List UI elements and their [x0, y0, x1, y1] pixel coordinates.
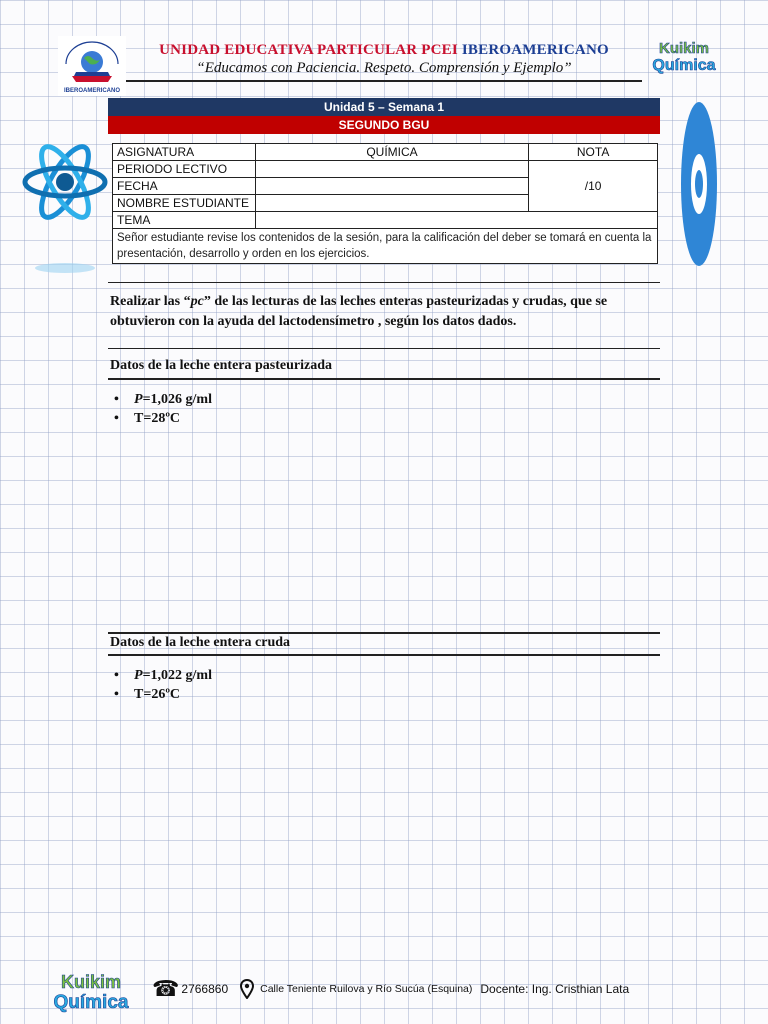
divider — [108, 348, 660, 349]
fecha-label: FECHA — [113, 178, 256, 195]
nota-value[interactable]: /10 — [529, 161, 658, 212]
divider — [108, 282, 660, 283]
asignatura-value: QUÍMICA — [255, 144, 528, 161]
school-motto: “Educamos con Paciencia. Respeto. Comprensión y Ejemplo” — [196, 60, 572, 76]
address: Calle Teniente Ruilova y Río Sucúa (Esquina) — [260, 983, 473, 995]
svg-text:Kuikim: Kuikim — [60, 972, 122, 992]
exercise-instruction: Realizar las “pc” de las lecturas de las leches enteras pasteurizadas y crudas, que se obtuvieron con la ayuda del lactodensímetro , según los datos dados. — [110, 294, 608, 329]
pasteurized-data-list — [134, 390, 212, 428]
nombre-estudiante-field[interactable] — [255, 195, 528, 212]
divider — [108, 654, 660, 656]
footer-contact — [152, 974, 629, 1004]
periodo-lectivo-label: PERIODO LECTIVO — [113, 161, 256, 178]
tema-field[interactable] — [255, 212, 657, 229]
kuikim-quimica-logo — [622, 38, 746, 74]
fecha-field[interactable] — [255, 178, 528, 195]
raw-data-list — [134, 666, 212, 704]
school-name-red: UNIDAD EDUCATIVA PARTICULAR PCEI — [159, 42, 458, 58]
instructions-note: Señor estudiante revise los contenidos de la sesión, para la calificación del deber se tomará en cuenta la presentación, desarrollo y orden en los ejercicios. — [113, 229, 658, 264]
phone-icon: ☎ — [152, 976, 180, 1001]
svg-text:Kuikim: Kuikim — [658, 40, 710, 57]
atom-icon — [22, 104, 108, 280]
periodo-lectivo-field[interactable] — [255, 161, 528, 178]
asignatura-label: ASIGNATURA — [113, 144, 256, 161]
list-item: • T=26ºC — [134, 685, 212, 704]
section-title-pasteurized: Datos de la leche entera pasteurizada — [110, 358, 333, 373]
divider — [108, 632, 660, 634]
gear-icon — [678, 98, 720, 270]
footer-kuikim-logo — [30, 968, 152, 1016]
teacher-name: Docente: Ing. Cristhian Lata — [480, 982, 630, 996]
school-name-blue: IBEROAMERICANO — [461, 42, 609, 58]
school-logo-text: IBEROAMERICANO — [63, 88, 121, 94]
pc-term: pc — [190, 294, 204, 309]
phone-number: 2766860 — [181, 982, 229, 996]
student-info-table — [112, 143, 658, 264]
list-item: • T=28ºC — [134, 409, 212, 428]
nota-label: NOTA — [529, 144, 658, 161]
header-divider — [126, 80, 642, 82]
list-item: • P=1,026 g/ml — [134, 390, 212, 409]
unit-week-band: Unidad 5 – Semana 1 — [108, 98, 660, 116]
nombre-estudiante-label: NOMBRE ESTUDIANTE — [113, 195, 256, 212]
tema-label: TEMA — [113, 212, 256, 229]
svg-text:Química: Química — [53, 992, 129, 1013]
location-pin-icon — [240, 979, 254, 999]
school-name — [130, 42, 638, 59]
divider — [108, 378, 660, 380]
course-band: SEGUNDO BGU — [108, 116, 660, 134]
school-logo — [58, 36, 126, 96]
svg-text:Química: Química — [652, 57, 716, 74]
section-title-raw: Datos de la leche entera cruda — [110, 635, 291, 650]
list-item: • P=1,022 g/ml — [134, 666, 212, 685]
